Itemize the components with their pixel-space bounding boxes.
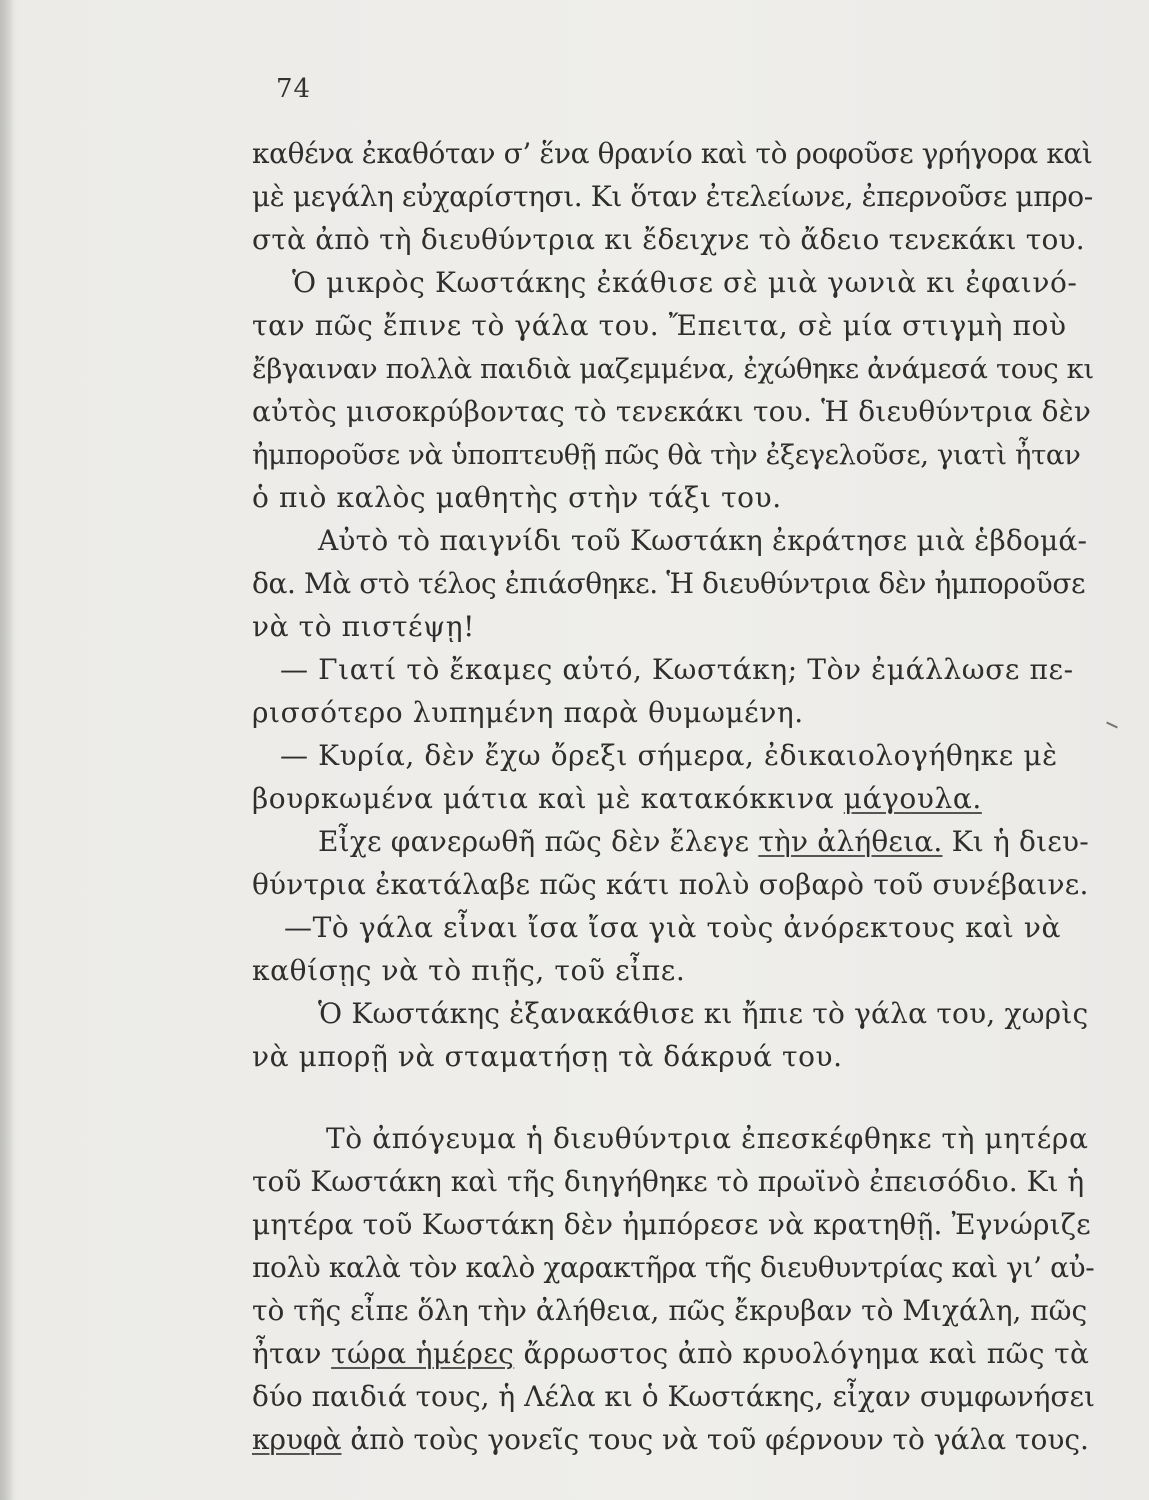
- text-line: καθίσῃς νὰ τὸ πιῇς, τοῦ εἶπε.: [252, 954, 686, 987]
- text-segment: βουρκωμένα μάτια καὶ μὲ κατακόκκινα: [252, 782, 844, 815]
- text-line: — Κυρία, δὲν ἔχω ὄρεξι σήμερα, ἐδικαιολογήθηκε μὲ: [280, 739, 1058, 772]
- text-line: —Τὸ γάλα εἶναι ἴσα ἴσα γιὰ τοὺς ἀνόρεκτους καὶ νὰ: [284, 911, 1062, 944]
- text-line: καθένα ἐκαθόταν σ’ ἕνα θρανίο καὶ τὸ ροφοῦσε γρήγορα καὶ: [252, 137, 1093, 170]
- underlined-word: μάγουλα.: [843, 782, 982, 815]
- text-line: Ὁ μικρὸς Κωστάκης ἐκάθισε σὲ μιὰ γωνιὰ κι ἐφαινό-: [292, 266, 1078, 299]
- text-line: [318, 824, 1089, 860]
- text-line: μὲ μεγάλη εὐχαρίστησι. Κι ὅταν ἐτελείωνε, ἐπερνοῦσε μπρο-: [252, 180, 1093, 213]
- text-segment: ἀπὸ τοὺς γονεῖς τους νὰ τοῦ φέρνουν τὸ γάλα τους.: [341, 1423, 1089, 1456]
- text-line: νὰ τὸ πιστέψῃ!: [252, 610, 475, 643]
- text-line: ἔβγαιναν πολλὰ παιδιὰ μαζεμμένα, ἐχώθηκε ἀνάμεσά τους κι: [252, 353, 1094, 385]
- underlined-word: κρυφὰ: [252, 1423, 342, 1456]
- text-segment: ἄρρωστος ἀπὸ κρυολόγημα καὶ πῶς τὰ: [514, 1337, 1090, 1370]
- text-segment: Εἶχε φανερωθῆ πῶς δὲν ἔλεγε: [318, 825, 759, 858]
- text-line: ἠμποροῦσε νὰ ὑποπτευθῇ πῶς θὰ τὴν ἐξεγελοῦσε, γιατὶ ἦταν: [252, 439, 1081, 471]
- text-line: τοῦ Κωστάκη καὶ τῆς διηγήθηκε τὸ πρωϊνὸ ἐπεισόδιο. Κι ἡ: [252, 1165, 1085, 1198]
- text-line: [252, 781, 982, 817]
- text-line: ρισσότερο λυπημένη παρὰ θυμωμένη.: [252, 696, 804, 729]
- binding-shadow: [0, 0, 14, 1500]
- page-number: 74: [276, 74, 312, 104]
- text-segment: Κι ἡ διευ-: [942, 825, 1089, 858]
- text-line: Ὁ Κωστάκης ἐξανακάθισε κι ἤπιε τὸ γάλα του, χωρὶς: [318, 997, 1089, 1030]
- text-line: δύο παιδιά τους, ἡ Λέλα κι ὁ Κωστάκης, εἶχαν συμφωνήσει: [252, 1380, 1095, 1413]
- text-line: πολὺ καλὰ τὸν καλὸ χαρακτῆρα τῆς διευθυντρίας καὶ γι’ αὐ-: [252, 1251, 1095, 1284]
- text-line: νὰ μπορῇ νὰ σταματήσῃ τὰ δάκρυά του.: [252, 1040, 843, 1073]
- text-line: δα. Μὰ στὸ τέλος ἐπιάσθηκε. Ἡ διευθύντρια δὲν ἠμποροῦσε: [252, 567, 1086, 600]
- text-line: αὐτὸς μισοκρύβοντας τὸ τενεκάκι του. Ἡ διευθύντρια δὲν: [252, 395, 1092, 428]
- text-line: ὁ πιὸ καλὸς μαθητὴς στὴν τάξι του.: [252, 481, 782, 514]
- underlined-phrase: τώρα ἡμέρες: [331, 1337, 515, 1370]
- text-line: τὸ τῆς εἶπε ὅλη τὴν ἀλήθεια, πῶς ἔκρυβαν τὸ Μιχάλη, πῶς: [252, 1294, 1088, 1327]
- text-line: στὰ ἀπὸ τὴ διευθύντρια κι ἔδειχνε τὸ ἄδειο τενεκάκι του.: [252, 223, 1085, 256]
- text-line: μητέρα τοῦ Κωστάκη δὲν ἠμπόρεσε νὰ κρατηθῇ. Ἐγνώριζε: [252, 1208, 1091, 1241]
- text-line: ταν πῶς ἔπινε τὸ γάλα του. Ἔπειτα, σὲ μία στιγμὴ ποὺ: [252, 309, 1067, 342]
- text-line: Αὐτὸ τὸ παιγνίδι τοῦ Κωστάκη ἐκράτησε μιὰ ἑβδομά-: [318, 524, 1088, 557]
- text-line: θύντρια ἐκατάλαβε πῶς κάτι πολὺ σοβαρὸ τοῦ συνέβαινε.: [252, 868, 1089, 901]
- text-line: — Γιατί τὸ ἔκαμες αὐτό, Κωστάκη; Τὸν ἐμάλλωσε πε-: [280, 653, 1074, 686]
- text-segment: ἦταν: [252, 1337, 332, 1370]
- underlined-phrase: τὴν ἀλήθεια.: [758, 825, 943, 858]
- text-line: [252, 1422, 1089, 1458]
- margin-mark: [1106, 722, 1118, 729]
- text-line: [252, 1336, 1089, 1372]
- text-line: Τὸ ἀπόγευμα ἡ διευθύντρια ἐπεσκέφθηκε τὴ μητέρα: [326, 1122, 1089, 1155]
